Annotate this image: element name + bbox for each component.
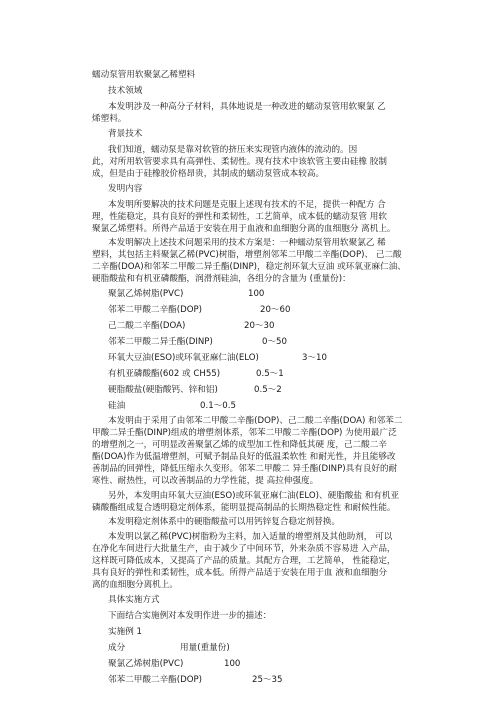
formula-amount: 0～50 <box>262 337 287 347</box>
column-header-component: 成分 <box>108 643 126 653</box>
formula-row <box>108 400 496 412</box>
formula-amount: 3～10 <box>302 353 327 363</box>
paragraph-line: 成，但是由于硅橡胶价格昂贵，其制成的蠕动泵管成本较高。 <box>92 169 325 179</box>
paragraph-line: 二辛酯(DOA)和邻苯二甲酸二异壬酯(DINP)，稳定剂环氧大豆油 或环氧亚麻仁油、 <box>92 262 406 272</box>
formula-row <box>108 384 496 396</box>
formula-row <box>108 368 496 380</box>
paragraph-line: 本发明涉及一种高分子材料，具体地说是一种改进的蠕动泵管用软聚氯 乙 <box>108 102 386 112</box>
paragraph-line: 此，对所用软管要求具有高弹性、柔韧性。现有技术中该软管主要由硅橡 胶制 <box>92 157 387 167</box>
formula-amount: 0.5～1 <box>256 369 284 379</box>
formula-row <box>108 320 496 332</box>
formula-component: 环氧大豆油(ESO)或环氧亚麻仁油(ELO) <box>108 353 259 363</box>
paragraph-line: 聚氯乙烯塑料。所得产品适于安装在用于血液和血细胞分离的血细胞分 离机上。 <box>92 224 396 234</box>
paragraph-line: 本发明稳定剂体系中的硬脂酸盐可以用钙锌复合稳定剂替换。 <box>108 517 341 527</box>
formula-row <box>108 352 496 364</box>
paragraph-line: 这样既可降低成本，又提高了产品的质量。其配方合理，工艺简单， 性能稳定， <box>92 556 396 566</box>
formula-component: 邻苯二甲酸二辛酯(DOP) <box>108 305 203 315</box>
heading-technical-field: 技术领域 <box>108 86 143 96</box>
formula-amount: 20～60 <box>260 305 291 315</box>
formula-component: 硬脂酸盐(硬脂酸钙、锌和铝) <box>108 385 218 395</box>
paragraph-line: 另外，本发明由环氧大豆油(ESO)或环氧亚麻仁油(ELO)、硬脂酸盐 和有机亚 <box>108 491 400 501</box>
paragraph-line: 在净化车间进行大批量生产，由于减少了中间环节，外来杂质不容易进 入产品， <box>92 544 396 554</box>
heading-background: 背景技术 <box>108 129 143 139</box>
paragraph-line: 塑料，其包括主料聚氯乙稀(PVC)树脂，增塑剂邻苯二甲酸二辛酯(DOP)、 己二酸 <box>92 250 402 260</box>
paragraph-line: 硬脂酸盐和有机亚磷酸酯，润滑剂硅油，各组分的含量为 (重量份)： <box>92 274 351 284</box>
formula-component: 聚氯乙烯树脂(PVC) <box>108 289 184 299</box>
paragraph-line: 具有良好的弹性和柔韧性，成本低。所得产品适于安装在用于血 液和血细胞分 <box>92 568 387 578</box>
paragraph-line: 烯塑料。 <box>92 114 127 124</box>
example-component: 邻苯二甲酸二辛酯(DOP) <box>108 675 203 685</box>
paragraph-line: 善制品的回弹性，降低压缩永久变形。邻苯二甲酸二 异壬酯(DINP)具有良好的耐 <box>92 464 398 474</box>
formula-component: 有机亚磷酸酯(602 或 CH55) <box>108 369 221 379</box>
example-heading: 实施例 1 <box>108 627 142 637</box>
document-title: 蠕动泵管用软聚氯乙稀塑料 <box>92 70 196 80</box>
paragraph-line: 酯(DOA)作为低温增塑剂，可赋予制品良好的低温柔软性 和耐光性，并且能够改 <box>92 452 396 462</box>
paragraph-line: 理，性能稳定，具有良好的弹性和柔韧性，工艺简单，成本低的蠕动泵管 用软 <box>92 212 387 222</box>
paragraph-line: 离的血细胞分离机上。 <box>92 580 178 590</box>
paragraph-line: 我们知道，蠕动泵是靠对软管的挤压来实现管内液体的流动的。因 <box>108 145 358 155</box>
formula-amount: 0.5～2 <box>254 385 282 395</box>
formula-component: 硅油 <box>108 401 126 411</box>
formula-amount: 100 <box>248 289 265 299</box>
formula-component: 己二酸二辛酯(DOA) <box>108 321 186 331</box>
heading-embodiment: 具体实施方式 <box>108 595 160 605</box>
example-table-row <box>108 658 496 670</box>
formula-amount: 20～30 <box>244 321 275 331</box>
paragraph-line: 甲酸二异壬酯(DINP)组成的增塑剂体系，邻苯二甲酸二辛酯(DOP) 为使用最广泛 <box>92 428 397 438</box>
example-table-row <box>108 674 496 686</box>
paragraph-line: 本发明由于采用了由邻苯二甲酸二辛酯(DOP)、己二酸二辛酯(DOA) 和邻苯二 <box>108 416 403 426</box>
column-header-amount: 用量(重量份) <box>180 643 230 653</box>
example-table-header <box>108 642 496 654</box>
formula-row <box>108 288 496 300</box>
example-component: 聚氯乙烯树脂(PVC) <box>108 659 184 669</box>
paragraph-line: 的增塑剂之一，可明显改善聚氯乙烯的成型加工性和降低其硬 度，己二酸二辛 <box>92 440 387 450</box>
formula-amount: 0.1～0.5 <box>200 401 236 411</box>
example-amount: 25～35 <box>252 675 283 685</box>
paragraph-line: 本发明解决上述技术问题采用的技术方案是：一种蠕动泵管用软聚氯乙 稀 <box>108 238 386 248</box>
heading-invention-content: 发明内容 <box>108 184 143 194</box>
paragraph-line: 下面结合实施例对本发明作进一步的描述： <box>108 611 272 621</box>
formula-row <box>108 304 496 316</box>
paragraph-line: 本发明以氯乙稀(PVC)树脂粉为主料，加入适量的增塑剂及其他助剂， 可以 <box>108 532 393 542</box>
paragraph-line: 磷酸酯组成复合透明稳定剂体系，能明显提高制品的长期热稳定性 和耐候性能。 <box>92 503 396 513</box>
formula-component: 邻苯二甲酸二异壬酯(DINP) <box>108 337 213 347</box>
formula-row <box>108 336 496 348</box>
paragraph-line: 寒性、耐热性，可以改善制品的力学性能，提 高拉伸强度。 <box>92 476 319 486</box>
paragraph-line: 本发明所要解决的技术问题是克服上述现有技术的不足，提供一种配方 合 <box>108 200 386 210</box>
example-amount: 100 <box>224 659 241 669</box>
